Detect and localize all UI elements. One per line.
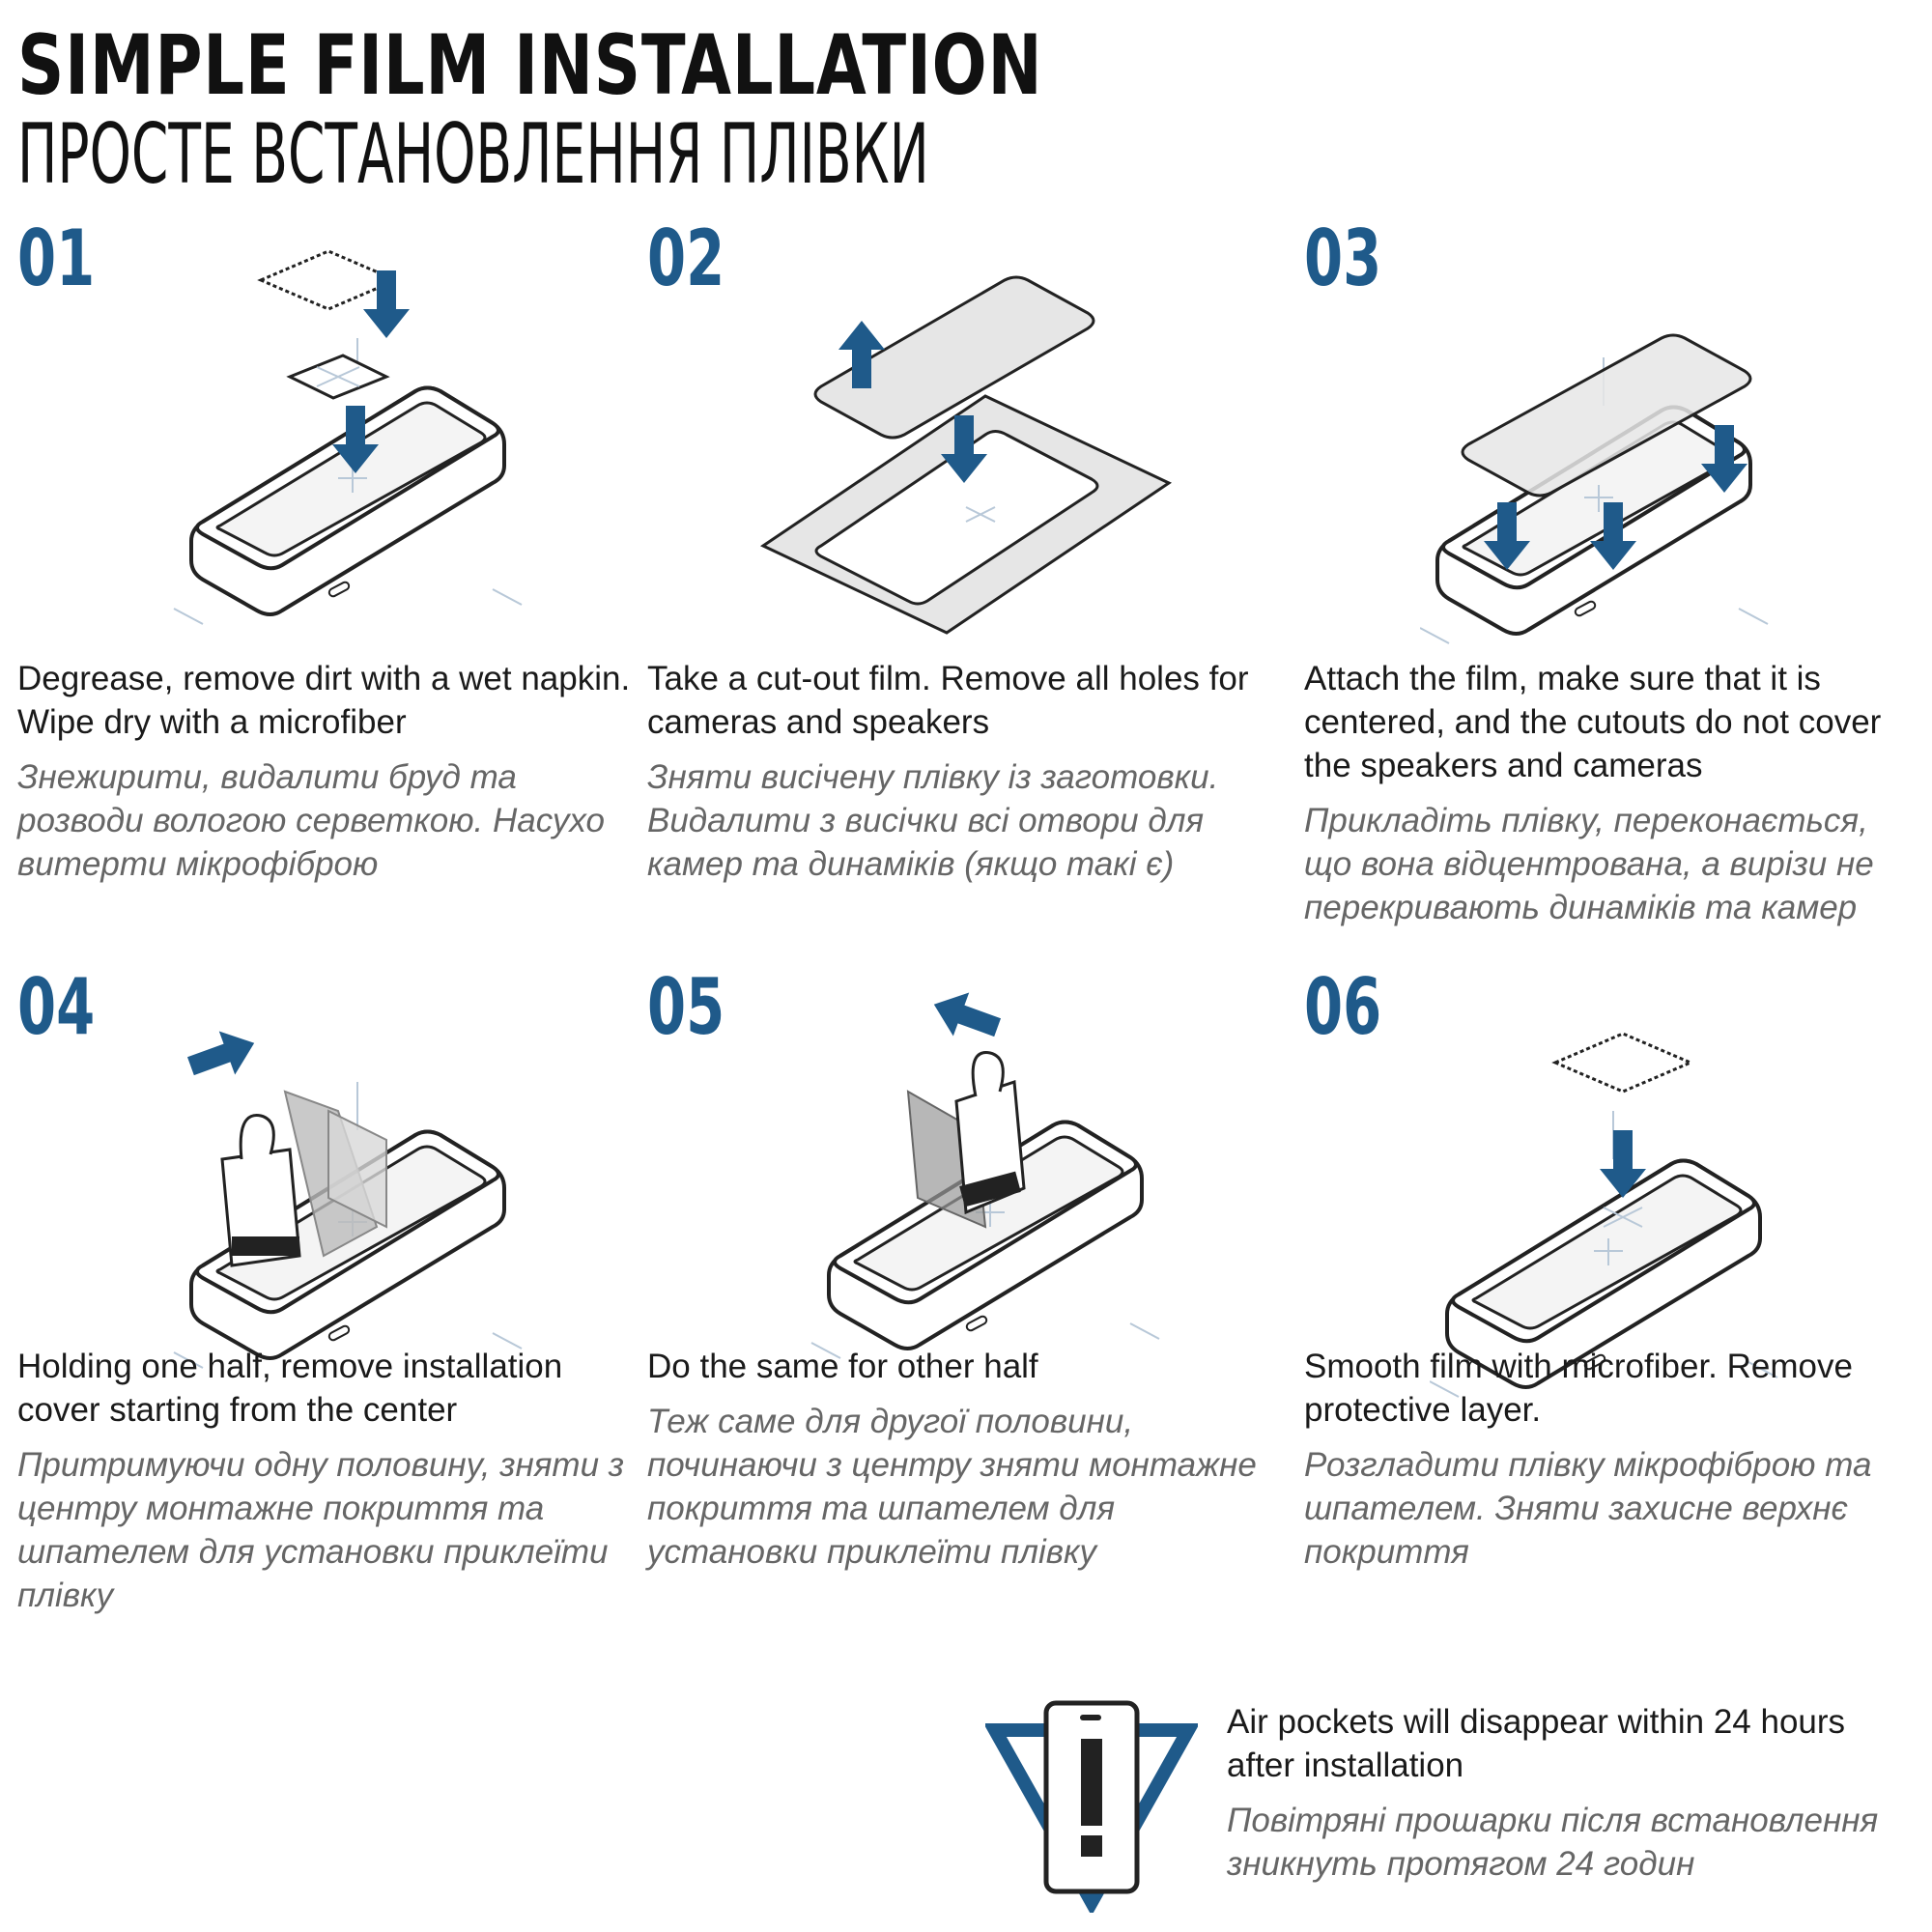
step-05-text-ua: Теж саме для другої половини, починаючи з центру зняти монтажне покриття та шпателем для установки приклеїти плівку (647, 1403, 1257, 1571)
step-number-05: 05 (647, 962, 725, 1052)
step-number-01: 01 (17, 213, 96, 303)
step-02-illustration (753, 251, 1198, 657)
page-subtitle: ПРОСТЕ ВСТАНОВЛЕННЯ ПЛІВКИ (17, 106, 929, 203)
step-number-04: 04 (17, 962, 96, 1052)
step-03-text-ua: Прикладіть плівку, переконається, що вона відцентрована, а вирізи не перекривають динаміків та камер (1304, 802, 1874, 926)
step-03-text-en: Attach the film, make sure that it is centered, and the cutouts do not cover the speakers and cameras (1304, 660, 1882, 784)
step-number-02: 02 (647, 213, 725, 303)
step-03-illustration (1420, 261, 1864, 667)
step-05-illustration (792, 985, 1236, 1391)
arrow-left-icon (926, 985, 1006, 1049)
step-02-text-en: Take a cut-out film. Remove all holes for cameras and speakers (647, 660, 1249, 741)
note-text-en: Air pockets will disappear within 24 hours after installation (1227, 1703, 1846, 1784)
step-01-text-ua: Знежирити, видалити бруд та розводи вологою серветкою. Насухо витерти мікрофіброю (17, 758, 605, 883)
step-01-illustration (145, 232, 589, 638)
warning-triangle-phone-icon (985, 1695, 1198, 1913)
step-02-text-ua: Зняти висічену плівку із заготовки. Видалити з висічки всі отвори для камер та динаміків (якщо такі є) (647, 758, 1219, 883)
note-text-ua: Повітряні прошарки після встановлення зникнуть протягом 24 годин (1227, 1802, 1879, 1883)
arrow-right-icon (183, 1021, 262, 1088)
step-06-text-ua: Розгладити плівку мікрофіброю та шпателем. Зняти захисне верхнє покриття (1304, 1446, 1872, 1571)
step-05-text-en: Do the same for other half (647, 1348, 1038, 1385)
step-06-text-en: Smooth film with microfiber. Remove protective layer. (1304, 1348, 1853, 1429)
step-04-text-en: Holding one half, remove installation cover starting from the center (17, 1348, 563, 1429)
page-title: SIMPLE FILM INSTALLATION (17, 17, 1043, 114)
step-number-03: 03 (1304, 213, 1382, 303)
step-01-text-en: Degrease, remove dirt with a wet napkin. Wipe dry with a microfiber (17, 660, 631, 741)
step-number-06: 06 (1304, 962, 1382, 1052)
step-04-text-ua: Притримуючи одну половину, зняти з центру монтажне покриття та шпателем для установки приклеїти плівку (17, 1446, 625, 1614)
